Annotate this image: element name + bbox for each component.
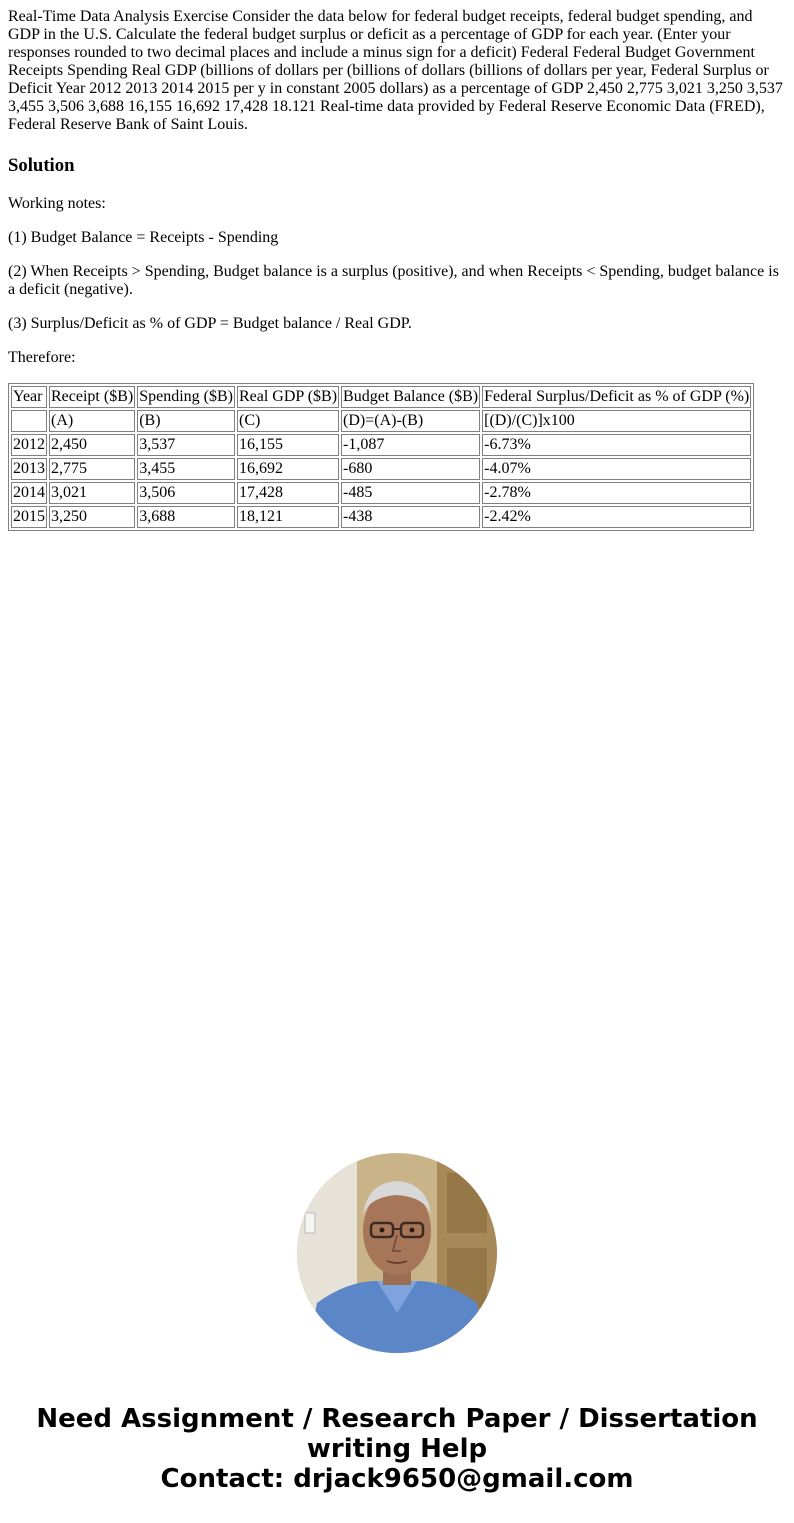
promo-line-2: writing Help bbox=[306, 1434, 488, 1464]
table-cell: 16,155 bbox=[237, 434, 339, 456]
table-cell: (B) bbox=[137, 410, 235, 432]
table-cell: (C) bbox=[237, 410, 339, 432]
header-spending: Spending ($B) bbox=[137, 386, 235, 408]
table-row bbox=[11, 506, 751, 528]
promo-banner bbox=[0, 1404, 794, 1494]
table-cell: 2014 bbox=[11, 482, 47, 504]
table-cell: 3,506 bbox=[137, 482, 235, 504]
table-cell: [(D)/(C)]x100 bbox=[482, 410, 751, 432]
table-cell: 2,775 bbox=[49, 458, 135, 480]
header-real-gdp: Real GDP ($B) bbox=[237, 386, 339, 408]
table-cell: 2012 bbox=[11, 434, 47, 456]
author-portrait-image bbox=[297, 1153, 497, 1353]
header-budget-balance: Budget Balance ($B) bbox=[341, 386, 480, 408]
table-cell: -680 bbox=[341, 458, 480, 480]
working-notes-label: Working notes: bbox=[8, 195, 106, 212]
table-header-row bbox=[11, 386, 751, 408]
table-cell: 16,692 bbox=[237, 458, 339, 480]
promo-line-1: Need Assignment / Research Paper / Dissertation bbox=[36, 1404, 758, 1434]
table-cell: -438 bbox=[341, 506, 480, 528]
header-surplus-deficit-pct: Federal Surplus/Deficit as % of GDP (%) bbox=[482, 386, 751, 408]
table-formula-row bbox=[11, 410, 751, 432]
header-year: Year bbox=[11, 386, 47, 408]
table-cell: 18,121 bbox=[237, 506, 339, 528]
solution-table bbox=[8, 383, 754, 531]
table-cell: 3,021 bbox=[49, 482, 135, 504]
table-row bbox=[11, 434, 751, 456]
table-cell: 2013 bbox=[11, 458, 47, 480]
table-cell: -1,087 bbox=[341, 434, 480, 456]
table-cell: -2.42% bbox=[482, 506, 751, 528]
table-cell: 3,455 bbox=[137, 458, 235, 480]
table-cell: 3,537 bbox=[137, 434, 235, 456]
note-surplus-deficit: (2) When Receipts > Spending, Budget balance is a surplus (positive), and when Receipts < Spending, budget balance is a deficit (negative). bbox=[8, 263, 779, 298]
table-cell bbox=[11, 410, 47, 432]
table-cell: 3,688 bbox=[137, 506, 235, 528]
note-budget-balance: (1) Budget Balance = Receipts - Spending bbox=[8, 229, 279, 246]
table-cell: (D)=(A)-(B) bbox=[341, 410, 480, 432]
promo-contact: Contact: drjack9650@gmail.com bbox=[160, 1464, 634, 1494]
table-cell: -2.78% bbox=[482, 482, 751, 504]
note-percent-gdp: (3) Surplus/Deficit as % of GDP = Budget balance / Real GDP. bbox=[8, 315, 412, 332]
table-cell: 17,428 bbox=[237, 482, 339, 504]
solution-heading: Solution bbox=[8, 155, 75, 176]
author-avatar bbox=[297, 1153, 497, 1353]
table-cell: -4.07% bbox=[482, 458, 751, 480]
table-cell: -485 bbox=[341, 482, 480, 504]
table-cell: 3,250 bbox=[49, 506, 135, 528]
therefore-label: Therefore: bbox=[8, 349, 76, 366]
table-row bbox=[11, 482, 751, 504]
table-row bbox=[11, 458, 751, 480]
header-receipt: Receipt ($B) bbox=[49, 386, 135, 408]
question-text: Real-Time Data Analysis Exercise Consider the data below for federal budget receipts, federal budget spending, and GDP in the U.S. Calculate the federal budget surplus or deficit as a percentage of GDP for each year. (Enter your responses rounded to two decimal places and include a minus sign for a deficit) Federal Federal Budget Government Receipts Spending Real GDP (billions of dollars per (billions of dollars (billions of dollars per year, Federal Surplus or Deficit Year 2012 2013 2014 2015 per y in constant 2005 dollars) as a percentage of GDP 2,450 2,775 3,021 3,250 3,537 3,455 3,506 3,688 16,155 16,692 17,428 18.121 Real-time data provided by Federal Reserve Economic Data (FRED), Federal Reserve Bank of Saint Louis. bbox=[8, 8, 783, 133]
table-cell: 2,450 bbox=[49, 434, 135, 456]
table-cell: (A) bbox=[49, 410, 135, 432]
table-cell: -6.73% bbox=[482, 434, 751, 456]
table-cell: 2015 bbox=[11, 506, 47, 528]
